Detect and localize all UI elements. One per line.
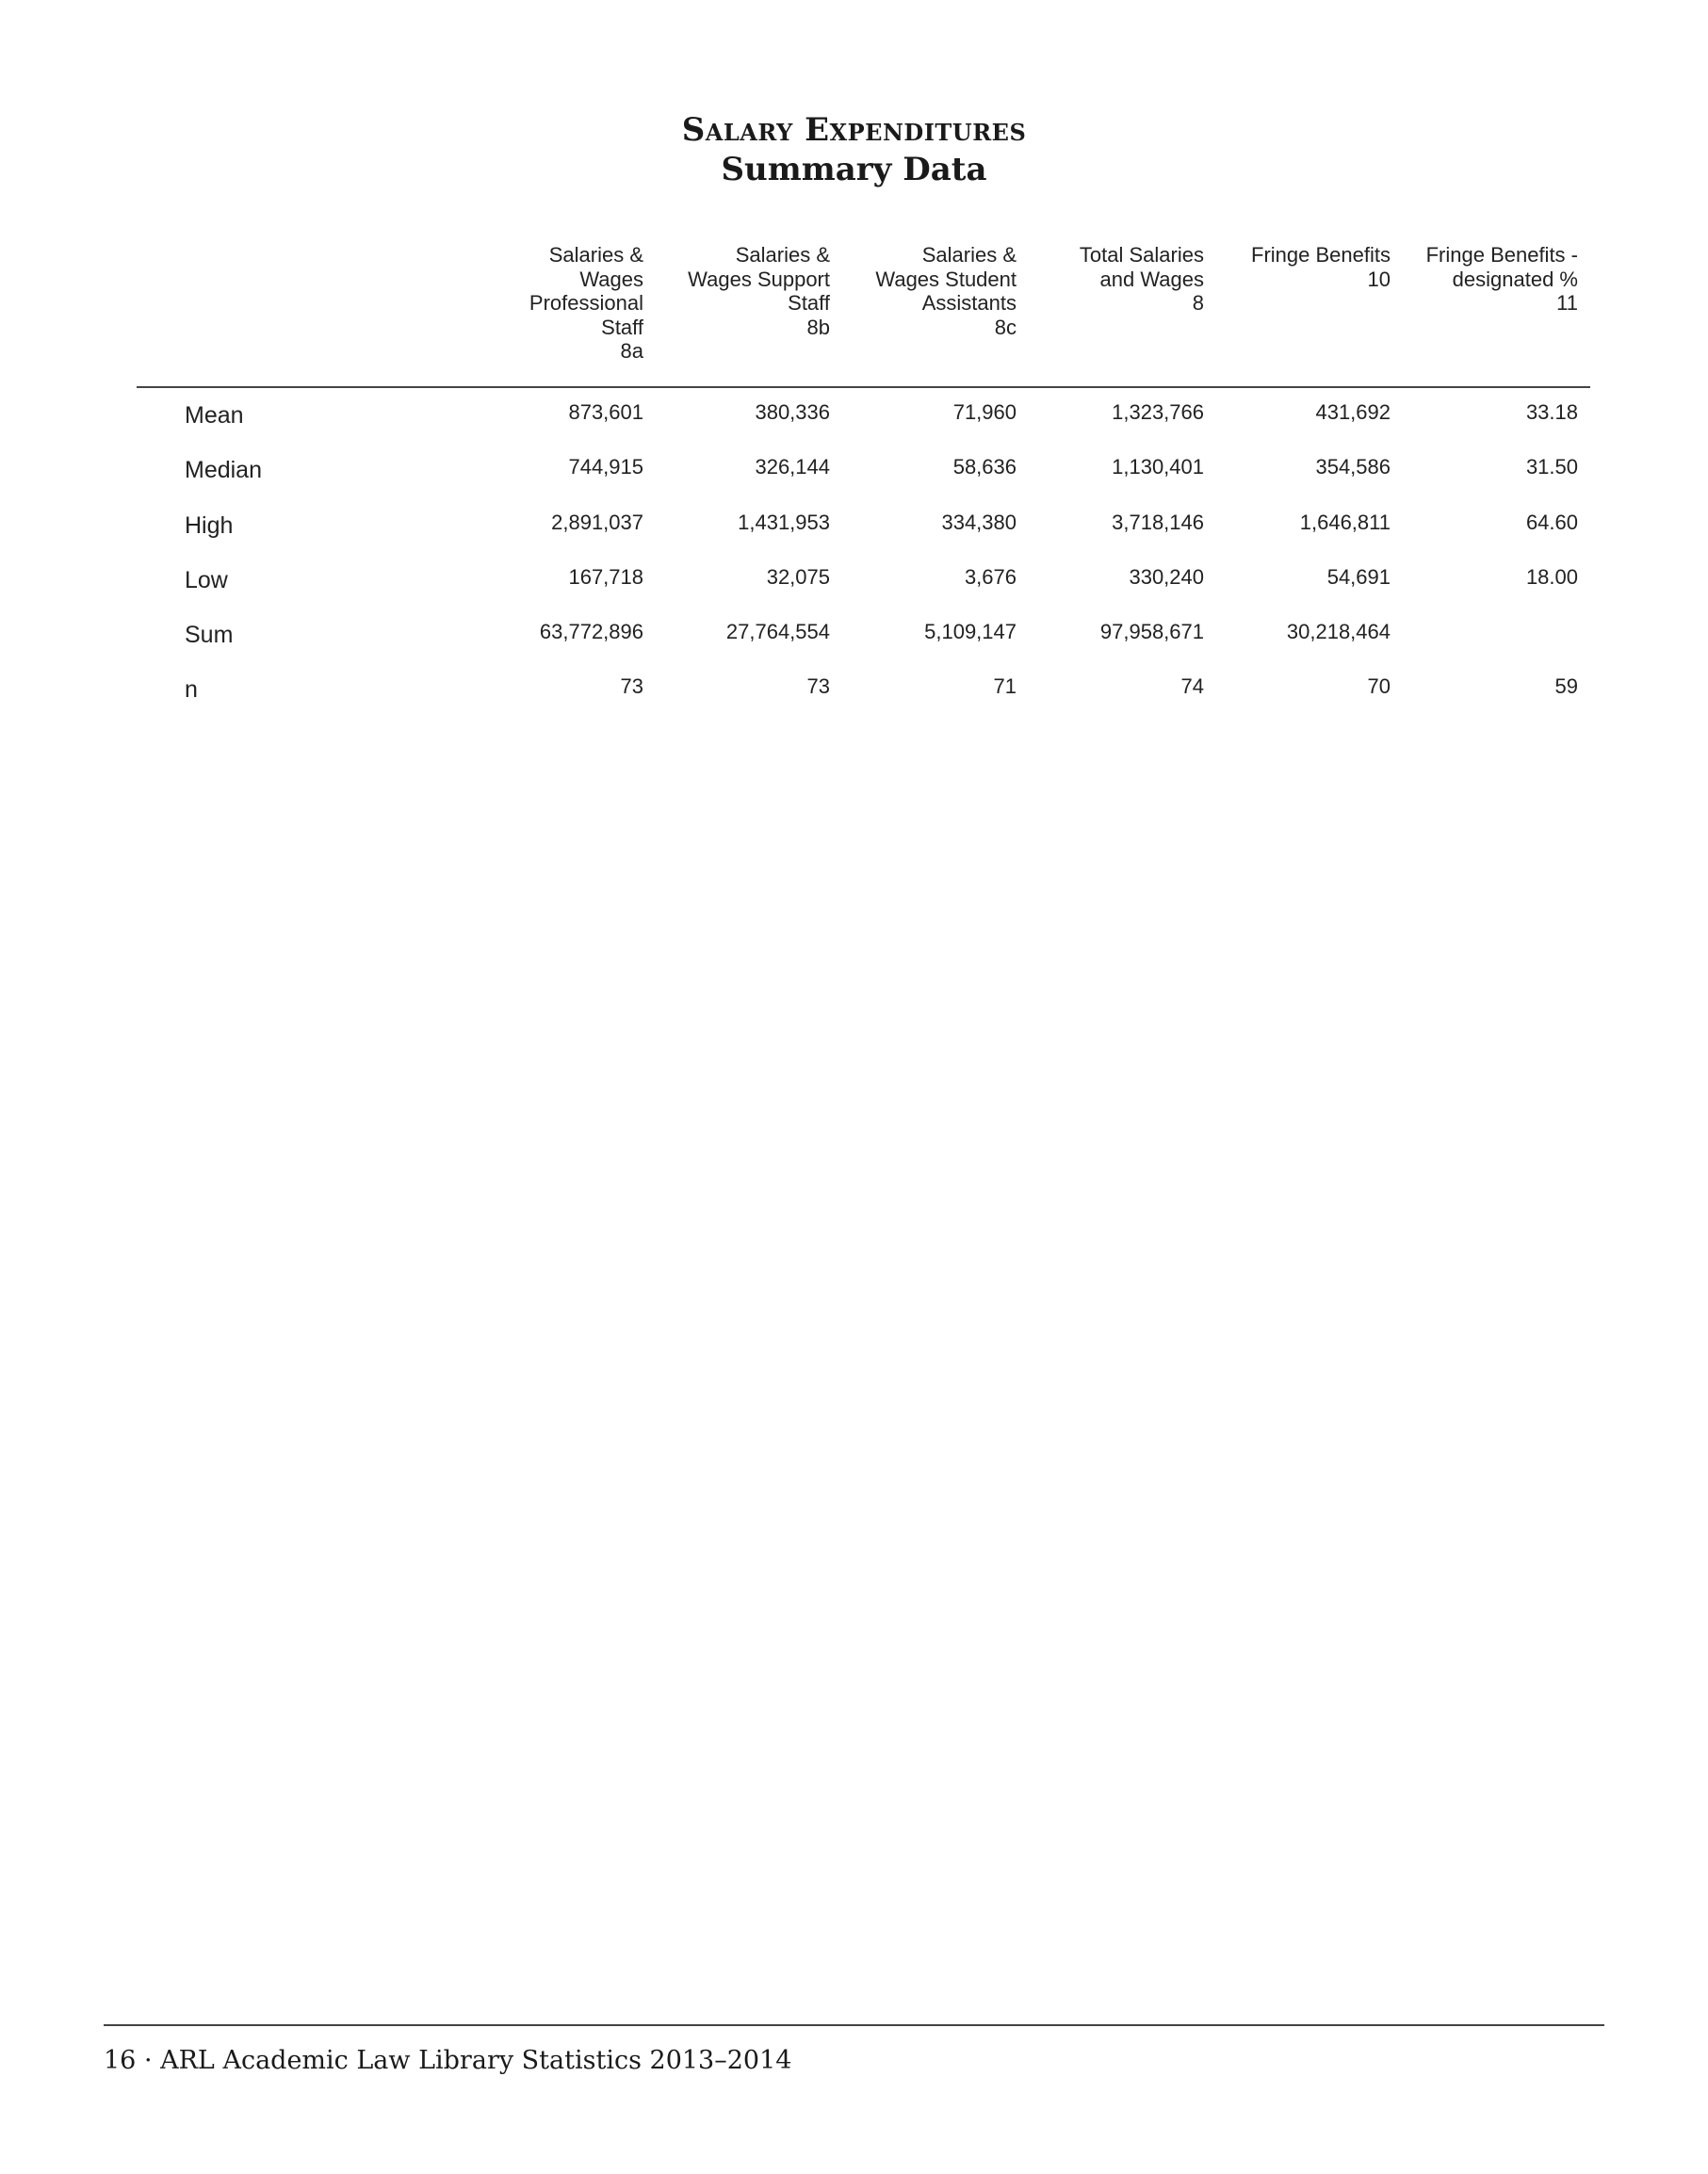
table-cell: 31.50 bbox=[1525, 455, 1578, 479]
column-header-line: Professional bbox=[529, 291, 643, 315]
row-label: Low bbox=[185, 567, 228, 593]
table-cell: 73 bbox=[620, 674, 643, 698]
footer-text: 16 · ARL Academic Law Library Statistics 2013–2014 bbox=[104, 2046, 792, 2075]
table-cell: 70 bbox=[1367, 674, 1391, 698]
column-header-line: 8c bbox=[994, 315, 1017, 339]
table-cell: 1,646,811 bbox=[1299, 511, 1391, 534]
table-cell: 744,915 bbox=[568, 455, 643, 479]
table-cell: 18.00 bbox=[1525, 565, 1578, 589]
column-header-line: Salaries & bbox=[921, 243, 1017, 267]
column-header-line: Salaries & bbox=[548, 243, 643, 267]
table-cell: 354,586 bbox=[1315, 455, 1391, 479]
column-header bbox=[455, 243, 643, 364]
table-cell: 32,075 bbox=[766, 565, 830, 589]
column-header-line: Assistants bbox=[921, 291, 1017, 315]
page-title: Salary Expenditures bbox=[681, 111, 1027, 149]
table-cell: 27,764,554 bbox=[725, 620, 830, 643]
column-header-line: 8a bbox=[620, 339, 643, 363]
column-header-line: Fringe Benefits bbox=[1251, 243, 1391, 267]
column-header bbox=[828, 243, 1017, 339]
table-cell: 74 bbox=[1180, 674, 1204, 698]
column-header-line: 8b bbox=[806, 315, 830, 339]
column-header-line: Fringe Benefits - bbox=[1425, 243, 1578, 267]
column-header-line: Wages Student bbox=[875, 267, 1017, 291]
column-header-line: Wages bbox=[579, 267, 643, 291]
table-cell: 64.60 bbox=[1525, 511, 1578, 534]
table-cell: 873,601 bbox=[568, 400, 643, 424]
table-cell: 97,958,671 bbox=[1099, 620, 1204, 643]
column-header bbox=[1390, 243, 1578, 316]
table-cell: 5,109,147 bbox=[924, 620, 1017, 643]
table-cell: 167,718 bbox=[568, 565, 643, 589]
footer-divider bbox=[104, 2024, 1604, 2026]
column-header-line: designated % bbox=[1452, 267, 1578, 291]
column-header bbox=[1016, 243, 1204, 316]
column-header-line: 11 bbox=[1556, 291, 1578, 315]
column-header-line: 8 bbox=[1192, 291, 1204, 315]
table-cell: 58,636 bbox=[952, 455, 1017, 479]
column-header bbox=[642, 243, 830, 339]
table-cell: 71,960 bbox=[952, 400, 1017, 424]
row-label: Mean bbox=[185, 402, 244, 429]
header-divider bbox=[137, 386, 1590, 388]
table-cell: 431,692 bbox=[1315, 400, 1391, 424]
table-cell: 54,691 bbox=[1326, 565, 1391, 589]
table-cell: 59 bbox=[1554, 674, 1578, 698]
table-cell: 1,130,401 bbox=[1112, 455, 1204, 479]
row-label: Median bbox=[185, 457, 262, 483]
table-cell: 2,891,037 bbox=[551, 511, 643, 534]
column-header-line: Staff bbox=[788, 291, 830, 315]
table-cell: 33.18 bbox=[1525, 400, 1578, 424]
column-header bbox=[1202, 243, 1391, 291]
column-header-line: Staff bbox=[601, 315, 643, 339]
column-header-line: Salaries & bbox=[735, 243, 830, 267]
table-cell: 334,380 bbox=[941, 511, 1017, 534]
row-label: Sum bbox=[185, 622, 234, 648]
row-label: High bbox=[185, 512, 234, 539]
table-cell: 380,336 bbox=[755, 400, 830, 424]
table-cell: 71 bbox=[993, 674, 1017, 698]
table-cell: 326,144 bbox=[755, 455, 830, 479]
table-cell: 63,772,896 bbox=[539, 620, 643, 643]
row-label: n bbox=[185, 676, 198, 703]
column-header-line: Wages Support bbox=[688, 267, 830, 291]
column-header-line: 10 bbox=[1367, 267, 1391, 291]
table-cell: 1,323,766 bbox=[1112, 400, 1204, 424]
table-cell: 3,676 bbox=[964, 565, 1017, 589]
table-cell: 73 bbox=[806, 674, 830, 698]
table-cell: 3,718,146 bbox=[1112, 511, 1204, 534]
column-header-line: and Wages bbox=[1099, 267, 1204, 291]
table-cell: 30,218,464 bbox=[1286, 620, 1391, 643]
page-subtitle: Summary Data bbox=[721, 151, 987, 188]
table-cell: 1,431,953 bbox=[738, 511, 830, 534]
column-header-line: Total Salaries bbox=[1079, 243, 1204, 267]
table-cell: 330,240 bbox=[1129, 565, 1204, 589]
